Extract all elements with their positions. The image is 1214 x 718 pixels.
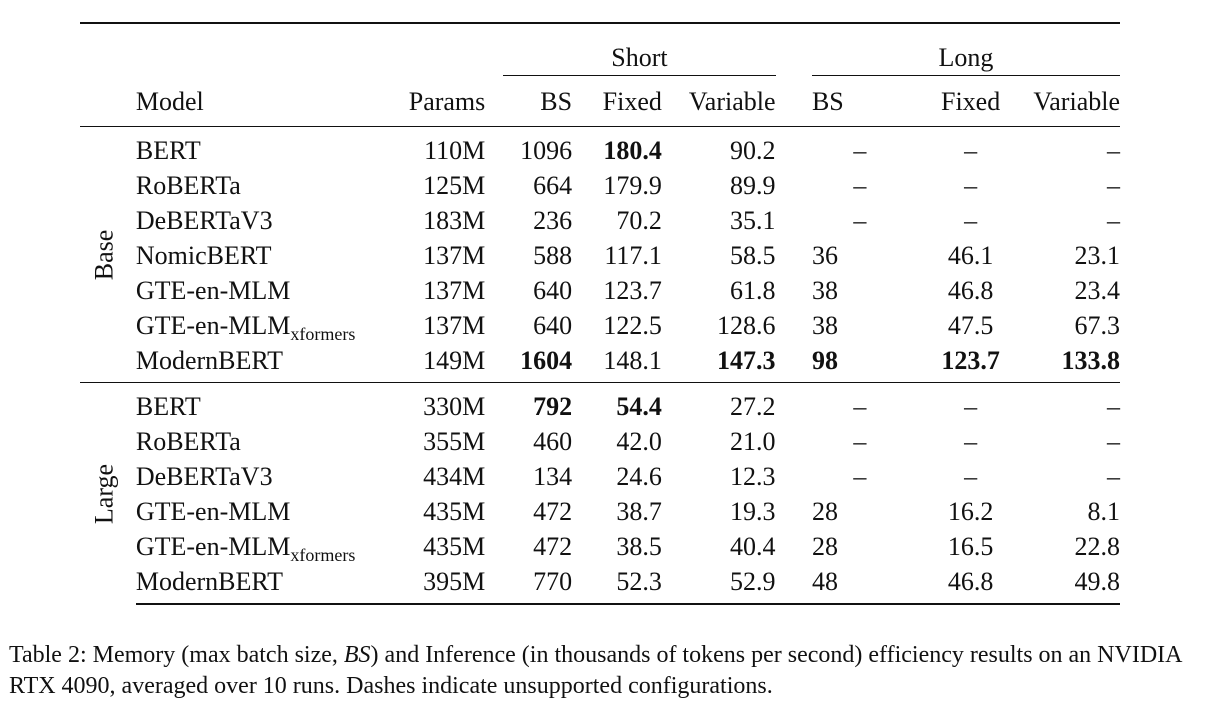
column-header-row (80, 76, 1120, 127)
value-cell: 664 (533, 171, 573, 200)
value-cell: 36 (811, 241, 838, 270)
model-name (136, 203, 406, 238)
value-cell: – (964, 206, 978, 235)
table-row (80, 168, 1120, 203)
col-header-short-bs: BS (540, 86, 573, 116)
value-cell: 460 (533, 427, 573, 456)
value-cell: 47.5 (947, 311, 994, 340)
params-cell: 137M (423, 311, 486, 340)
value-cell: 28 (811, 532, 838, 561)
value-cell: 128.6 (717, 311, 776, 340)
value-cell: 588 (533, 241, 573, 270)
model-name (136, 127, 406, 169)
model-name-text: GTE-en-MLM (135, 276, 291, 305)
value-cell: 16.5 (947, 532, 994, 561)
value-cell: – (853, 171, 867, 200)
params-cell: 137M (423, 276, 486, 305)
value-cell: 148.1 (603, 346, 662, 375)
params-cell: 137M (423, 241, 486, 270)
model-name (136, 168, 406, 203)
table-row (80, 343, 1120, 383)
value-cell: – (1107, 462, 1120, 491)
value-cell: 123.7 (941, 346, 1000, 375)
value-cell: 21.0 (730, 427, 776, 456)
model-name-text: NomicBERT (135, 241, 272, 270)
group-header-row (80, 23, 1120, 76)
value-cell: 38 (811, 276, 838, 305)
model-name (136, 383, 406, 425)
model-name-text: GTE-en-MLM (135, 497, 291, 526)
caption-italic-bs: BS (343, 642, 371, 668)
model-name (136, 238, 406, 273)
model-name (136, 308, 406, 343)
value-cell: 133.8 (1061, 346, 1120, 375)
model-name-subscript: xformers (290, 324, 356, 344)
model-name-text: RoBERTa (135, 171, 241, 200)
value-cell: 58.5 (730, 241, 776, 270)
value-cell: 48 (812, 564, 908, 604)
table-row (80, 424, 1120, 459)
value-cell: 19.3 (730, 497, 776, 526)
long-group-label: Long (938, 43, 994, 72)
value-cell: – (1033, 127, 1120, 169)
value-cell: 1604 (520, 346, 573, 375)
group-label-cell (80, 127, 136, 383)
value-cell: 54.4 (572, 383, 662, 425)
value-cell: 16.2 (947, 497, 994, 526)
value-cell: 52.9 (662, 564, 776, 604)
params-cell: 434M (423, 462, 486, 491)
params-cell: 110M (406, 127, 485, 169)
value-cell: 23.1 (1074, 241, 1120, 270)
value-cell: 70.2 (616, 206, 662, 235)
value-cell: – (853, 206, 867, 235)
value-cell: 38.5 (616, 532, 662, 561)
results-table (80, 22, 1120, 605)
value-cell: 123.7 (603, 276, 662, 305)
group-label-cell (80, 383, 136, 605)
model-name-text: DeBERTaV3 (135, 462, 273, 491)
value-cell: 38.7 (616, 497, 662, 526)
value-cell: – (853, 462, 867, 491)
col-header-long-variable: Variable (1033, 86, 1120, 116)
value-cell: – (1107, 206, 1120, 235)
value-cell: 67.3 (1074, 311, 1120, 340)
col-header-params: Params (408, 86, 486, 116)
table-caption (9, 640, 1209, 702)
value-cell: 22.8 (1074, 532, 1120, 561)
value-cell: 27.2 (662, 383, 776, 425)
short-group-label: Short (611, 43, 668, 72)
value-cell: – (964, 462, 978, 491)
model-name-text: GTE-en-MLM (135, 532, 291, 561)
value-cell: 640 (533, 311, 573, 340)
model-name-text: BERT (135, 136, 201, 165)
model-name-text: DeBERTaV3 (135, 206, 273, 235)
value-cell: 42.0 (616, 427, 662, 456)
value-cell: 90.2 (662, 127, 776, 169)
value-cell: 180.4 (572, 127, 662, 169)
col-header-model: Model (135, 86, 204, 116)
model-name (136, 343, 406, 383)
model-name-subscript: xformers (290, 545, 356, 565)
value-cell: 792 (485, 383, 572, 425)
params-cell: 183M (423, 206, 486, 235)
value-cell: 98 (811, 346, 838, 375)
col-header-long-bs: BS (811, 86, 844, 116)
results-table-container (80, 22, 1120, 605)
value-cell: 46.1 (947, 241, 994, 270)
value-cell: 24.6 (616, 462, 662, 491)
col-header-long-fixed: Fixed (941, 86, 1001, 116)
value-cell: – (908, 383, 1034, 425)
value-cell: 8.1 (1087, 497, 1120, 526)
model-name (136, 529, 406, 564)
model-name (136, 273, 406, 308)
value-cell: 89.9 (730, 171, 776, 200)
value-cell: 61.8 (730, 276, 776, 305)
model-name (136, 494, 406, 529)
model-name (136, 424, 406, 459)
table-row (80, 529, 1120, 564)
value-cell: 49.8 (1033, 564, 1120, 604)
model-name-text: GTE-en-MLM (135, 311, 291, 340)
value-cell: 35.1 (730, 206, 776, 235)
table-row (80, 564, 1120, 604)
group-label: Large (89, 463, 119, 524)
params-cell: 125M (423, 171, 486, 200)
value-cell: 472 (533, 532, 573, 561)
value-cell: 122.5 (603, 311, 662, 340)
value-cell: – (812, 383, 908, 425)
value-cell: 28 (811, 497, 838, 526)
value-cell: – (1033, 383, 1120, 425)
model-name-text: ModernBERT (135, 567, 284, 596)
value-cell: – (964, 171, 978, 200)
group-label: Base (89, 229, 119, 280)
value-cell: 1096 (485, 127, 572, 169)
value-cell: 40.4 (730, 532, 776, 561)
params-cell: 395M (406, 564, 485, 604)
value-cell: 46.8 (908, 564, 1034, 604)
model-name-text: RoBERTa (135, 427, 241, 456)
params-cell: 330M (406, 383, 485, 425)
params-cell: 435M (423, 497, 486, 526)
value-cell: – (812, 127, 908, 169)
model-name-text: ModernBERT (135, 346, 284, 375)
table-row (80, 203, 1120, 238)
caption-suffix: ) and Inference (in thousands of tokens per second) efficiency results on an NVIDIA RTX 4090, averaged over 10 runs. Dashes indicate unsupported configurations. (9, 642, 1182, 699)
model-name-text: BERT (135, 392, 201, 421)
model-name (136, 564, 406, 604)
table-row (80, 273, 1120, 308)
value-cell: 472 (533, 497, 573, 526)
col-header-short-variable: Variable (688, 86, 776, 116)
params-cell: 149M (423, 346, 486, 375)
value-cell: 236 (533, 206, 573, 235)
value-cell: 52.3 (572, 564, 662, 604)
model-name (136, 459, 406, 494)
table-row (80, 383, 1120, 425)
value-cell: 640 (533, 276, 573, 305)
value-cell: 12.3 (730, 462, 776, 491)
table-row (80, 459, 1120, 494)
table-row (80, 127, 1120, 169)
value-cell: 770 (485, 564, 572, 604)
value-cell: 147.3 (717, 346, 776, 375)
caption-prefix: Table 2: Memory (max batch size, (9, 642, 344, 668)
col-header-short-fixed: Fixed (602, 86, 662, 116)
value-cell: 38 (811, 311, 838, 340)
value-cell: – (964, 427, 978, 456)
params-cell: 435M (423, 532, 486, 561)
value-cell: 23.4 (1074, 276, 1120, 305)
value-cell: 179.9 (603, 171, 662, 200)
value-cell: 46.8 (947, 276, 994, 305)
table-row (80, 308, 1120, 343)
value-cell: – (908, 127, 1034, 169)
value-cell: 117.1 (604, 241, 662, 270)
table-row (80, 494, 1120, 529)
value-cell: – (1107, 427, 1120, 456)
value-cell: – (1107, 171, 1120, 200)
params-cell: 355M (423, 427, 486, 456)
value-cell: 134 (533, 462, 573, 491)
value-cell: – (853, 427, 867, 456)
table-row (80, 238, 1120, 273)
